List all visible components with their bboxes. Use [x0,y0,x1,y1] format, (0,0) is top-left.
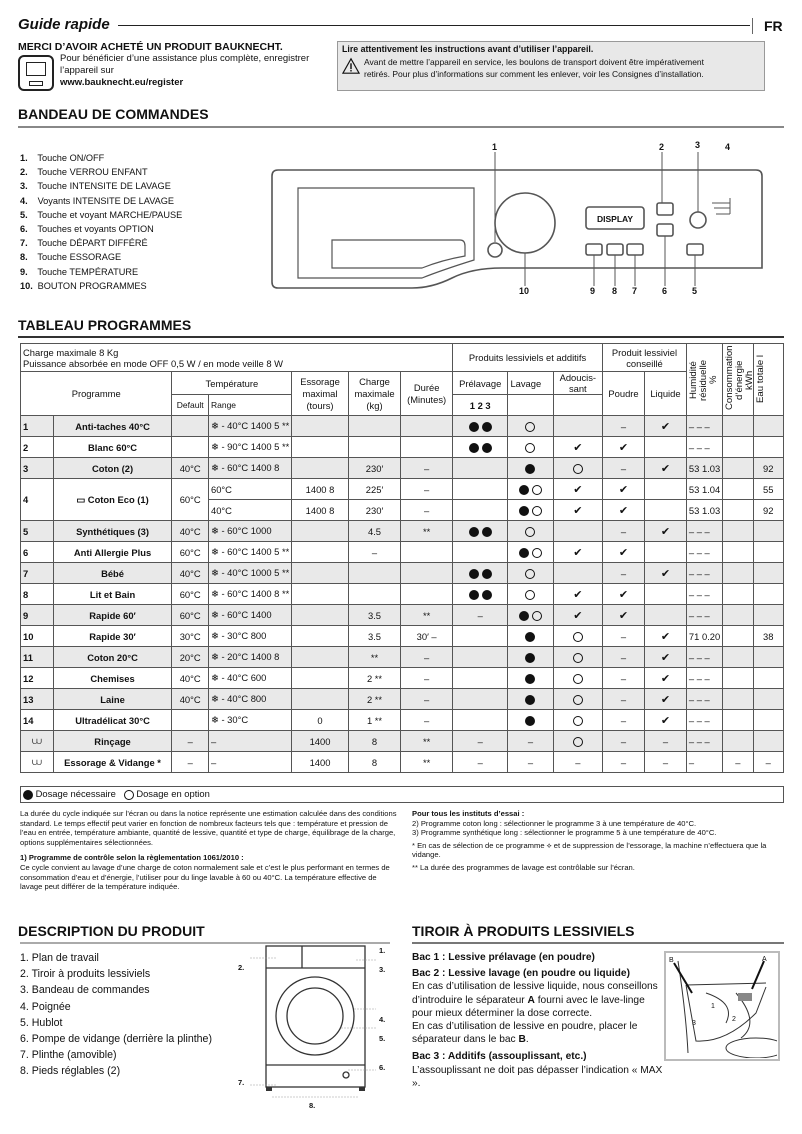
table-row: 1 Anti-taches 40°C ❄ - 40°C 1400 5 ** – ✔ – – – [21,416,784,437]
dosage-required-icon [482,590,492,600]
dosage-optional-icon [573,737,583,747]
dosage-required-icon [519,548,529,558]
svg-text:8: 8 [612,286,618,296]
svg-text:4.: 4. [379,1015,386,1024]
eco-label-icon: ▭ [76,493,86,505]
section-rule [20,942,390,944]
regulation-text: Ce cycle convient au lavage d’une charge de coton normalement sale et c’est le plus performant en termes de consommation d’eau et d’énergie, l’utiliser pour du linge lavable à 60 ou 40°C. La température effective de lavage peut différer de la température indiquée. [20,862,390,892]
drawer-illustration [664,951,780,1061]
dosage-required-icon [469,527,479,537]
svg-text:6.: 6. [379,1063,386,1072]
svg-text:3.: 3. [379,965,386,974]
svg-text:8.: 8. [309,1101,316,1110]
dosage-required-icon [482,443,492,453]
controls-item: 9. Touche TEMPÉRATURE [20,266,139,277]
dosage-optional-icon [573,632,583,642]
dosage-optional-icon [532,611,542,621]
check-icon: ✔ [573,588,583,601]
duration-note: La durée du cycle indiquée sur l’écran ou dans la notice représente une estimation calculée dans des conditions standard. Le temps effectif peut varier en fonction de nombreux facteurs tels que : température et pression de l’eau en entrée, température ambiante, quantité de lessive, quantité et type de charge, équilibrage de la charge, options supplémentaires sélectionnées. [20,809,397,847]
description-item: 1. Plan de travail [20,952,99,964]
table-row: ⩊ Rinçage – – 1400 8 ** – – – – – – – [21,731,784,752]
check-icon: ✔ [660,651,671,664]
check-icon: ✔ [573,504,583,517]
header-default: Default [172,395,209,416]
table-legend [20,786,784,803]
svg-text:1.: 1. [379,946,386,955]
svg-text:2: 2 [659,142,665,152]
dosage-optional-icon [532,506,542,516]
dosage-required-icon [482,569,492,579]
header-lavage: Lavage [508,372,553,395]
header-charge: Charge maximale (kg) [348,372,401,416]
warning-icon [342,57,360,75]
rinse-icon: ⩊ [21,731,54,752]
notice-heading: Lire attentivement les instructions avant d’utiliser l’appareil. [342,44,594,54]
computer-icon [18,55,54,91]
header-programme: Programme [21,372,172,416]
svg-text:A: A [762,956,767,963]
description-item: 8. Pieds réglables (2) [20,1065,121,1078]
table-row: 7 Bébé 40°C ❄ - 40°C 1000 5 ** – ✔ – – – [21,563,784,584]
dosage-required-icon [482,527,492,537]
language-code: FR [764,18,783,34]
dosage-optional-icon [573,716,583,726]
controls-list [20,151,182,293]
dosage-required-icon [525,716,535,726]
svg-text:9: 9 [590,286,596,296]
bac2-powder-text: En cas d’utilisation de lessive en poudre, placer le séparateur dans le bac B. [412,1021,638,1046]
check-icon: ✔ [618,504,629,517]
table-row: 5 Synthétiques (3) 40°C ❄ - 60°C 1000 4.5 ** – ✔ – – – [21,521,784,542]
description-title: DESCRIPTION DU PRODUIT [18,923,205,939]
svg-text:4: 4 [725,142,731,152]
legend-required: Dosage nécessaire [35,788,116,799]
table-row: 8 Lit et Bain 60°C ❄ - 60°C 1400 8 ** ✔ ✔ – – – [21,584,784,605]
washing-machine-diagram [236,945,396,1115]
dosage-optional-icon [573,464,583,474]
check-icon: ✔ [573,441,583,454]
check-icon: ✔ [573,546,583,559]
spin-drain-icon: ⩊ [21,752,54,773]
controls-item: 2. Touche VERROU ENFANT [20,167,148,178]
controls-item: 4. Voyants INTENSITE DE LAVAGE [20,195,175,206]
description-item: 4. Poignée [20,1000,71,1013]
dosage-required-icon [525,674,535,684]
description-item: 2. Tiroir à produits lessiviels [20,968,151,981]
double-star-note: ** La durée des programmes de lavage est contrôlable sur l’écran. [412,862,635,872]
section-rule [412,942,784,944]
table-row: 6 Anti Allergie Plus 60°C ❄ - 60°C 1400 5 ** – ✔ ✔ – – – [21,542,784,563]
footnotes-left [20,809,400,892]
dosage-required-icon [525,632,535,642]
footnotes-right [412,809,792,873]
controls-item: 1. Touche ON/OFF [20,153,105,163]
check-icon: ✔ [618,609,629,622]
check-icon: ✔ [573,609,583,622]
dosage-optional-icon [573,695,583,705]
table-row: 14 Ultradélicat 30°C ❄ - 30°C 0 1 ** – – ✔ – – – [21,710,784,731]
svg-text:B: B [669,957,674,964]
notice-line1: Avant de mettre l’appareil en service, les boulons de transport doivent être impérativement [364,57,705,67]
dosage-optional-icon [525,422,535,432]
dosage-required-icon [482,422,492,432]
svg-text:7.: 7. [238,1078,245,1087]
bac1-heading: Bac 1 : Lessive prélavage (en poudre) [412,952,595,963]
table-title: TABLEAU PROGRAMMES [18,317,192,333]
dosage-required-icon [469,422,479,432]
check-icon: ✔ [660,420,671,433]
register-heading: MERCI D’AVOIR ACHETÉ UN PRODUIT BAUKNECHT. [18,41,283,53]
table-row: 4 ▭ Coton Eco (1) 60°C 60°C 1400 8 225′ – ✔ ✔ 53 1.04 55 [21,479,784,500]
check-icon: ✔ [660,714,671,727]
controls-item: 8. Touche ESSORAGE [20,252,122,263]
header-energie: Consommation d’énergie kWh [724,344,756,410]
title-rule [118,25,750,26]
table-row: 3 Coton (2) 40°C ❄ - 60°C 1400 8 230′ – – ✔ 53 1.03 92 [21,458,784,479]
display-label: DISPLAY [597,214,634,224]
star-note: * En cas de sélection de ce programme ⟡ et de suppression de l’essorage, la machine n’effectuera que la vidange. [412,840,767,860]
controls-item: 3. Touche INTENSITE DE LAVAGE [20,181,171,192]
header-essorage: Essorage maximal (tours) [292,372,348,416]
header-adoucissant: Adoucis-sant [553,372,603,395]
section-rule [18,126,784,128]
svg-text:5: 5 [692,286,698,296]
dosage-required-icon [469,590,479,600]
check-icon: ✔ [618,483,629,496]
controls-item: 10. BOUTON PROGRAMMES [20,280,147,291]
bac3-text: L’assouplissant ne doit pas dépasser l’indication « MAX ». [412,1064,663,1089]
notice-line2: retirés. Pour plus d’informations sur comment les enlever, voir les Consignes d’installation. [364,68,704,79]
table-row: ⩊ Essorage & Vidange * – – 1400 8 ** – – – – – – – – [21,752,784,773]
description-item: 3. Bandeau de commandes [20,984,150,997]
check-icon: ✔ [618,588,629,601]
bac3-heading: Bac 3 : Additifs (assouplissant, etc.) [412,1051,587,1063]
table-row: 12 Chemises 40°C ❄ - 40°C 600 2 ** – – ✔ – – – [21,668,784,689]
check-icon: ✔ [660,462,671,475]
controls-item: 5. Touche et voyant MARCHE/PAUSE [20,209,183,220]
dosage-required-icon [23,790,33,800]
section-rule [18,336,784,338]
table-row: 40°C 1400 8 230′ – ✔ ✔ 53 1.03 92 [21,500,784,521]
institutes-note-3: 3) Programme synthétique long : sélectionner le programme 5 à une température de 40°C. [412,828,717,838]
dosage-required-icon [525,464,535,474]
check-icon: ✔ [660,693,671,706]
table-info-load: Charge maximale 8 Kg [23,346,119,358]
drawer-title: TIROIR À PRODUITS LESSIVIELS [412,923,635,939]
description-item: 5. Hublot [20,1016,63,1029]
controls-item: 6. Touches et voyants OPTION [20,224,154,235]
register-text [60,53,309,89]
header-humidite: Humidité résiduelle % [687,358,719,401]
check-icon: ✔ [660,630,671,643]
dosage-required-icon [469,569,479,579]
description-list [20,950,212,1080]
dosage-optional-icon [573,674,583,684]
svg-text:6: 6 [662,286,668,296]
svg-text:7: 7 [632,286,638,296]
header-poudre: Poudre [603,372,645,416]
svg-text:2.: 2. [238,963,245,972]
header-eau: Eau totale l [754,355,766,404]
dosage-required-icon [525,695,535,705]
svg-text:5.: 5. [379,1034,386,1043]
dosage-optional-icon [532,548,542,558]
table-row: 9 Rapide 60′ 60°C ❄ - 60°C 1400 3.5 ** – ✔ ✔ – – – [21,605,784,626]
dosage-optional-icon [525,590,535,600]
controls-title: BANDEAU DE COMMANDES [18,106,209,122]
description-item: 7. Plinthe (amovible) [20,1049,117,1062]
programs-table [20,343,784,773]
dosage-optional-icon [525,569,535,579]
legend-optional: Dosage en option [136,788,210,799]
dosage-optional-icon [525,443,535,453]
dosage-optional-icon [532,485,542,495]
table-row: 10 Rapide 30′ 30°C ❄ - 30°C 800 3.5 30′ – – ✔ 71 0.20 38 [21,626,784,647]
header-duree: Durée (Minutes) [401,372,453,416]
institutes-heading: Pour tous les instituts d’essai : [412,809,525,818]
svg-text:1: 1 [711,1003,715,1010]
check-icon: ✔ [660,672,671,685]
svg-text:3: 3 [695,140,701,150]
bac2-text: En cas d’utilisation de lessive liquide, nous conseillons d’introduire le séparateur A fourni avec le lave-linge pour mieux déterminer la dose correcte. [412,981,658,1019]
register-line1: Pour bénéficier d’une assistance plus complète, enregistrer [60,53,310,64]
table-row: 2 Blanc 60°C ❄ - 90°C 1400 5 ** ✔ ✔ – – – [21,437,784,458]
regulation-heading: 1) Programme de contrôle selon la règlementation 1061/2010 : [20,853,244,863]
svg-text:3: 3 [692,1020,696,1027]
bac2-heading: Bac 2 : Lessive lavage (en poudre ou liquide) [412,968,630,980]
table-row: 13 Laine 40°C ❄ - 40°C 800 2 ** – – ✔ – – – [21,689,784,710]
header-prelavage: Prélavage [452,372,507,395]
dosage-required-icon [525,653,535,663]
header-temperature: Température [172,372,292,395]
control-panel-diagram [262,138,802,298]
dosage-required-icon [519,506,529,516]
dosage-optional-icon [124,790,134,800]
table-row: 11 Coton 20°C 20°C ❄ - 20°C 1400 8 ** – – ✔ – – – [21,647,784,668]
header-bacs: 1 2 3 [452,395,507,416]
check-icon: ✔ [618,546,629,559]
drawer-text [412,951,664,1090]
register-line2: l’appareil sur [60,65,114,76]
svg-text:1: 1 [492,142,498,152]
check-icon: ✔ [573,483,583,496]
check-icon: ✔ [660,567,671,580]
dosage-required-icon [519,485,529,495]
page-title: Guide rapide [18,16,110,33]
header-range: Range [208,395,291,416]
dosage-required-icon [519,611,529,621]
check-icon: ✔ [618,441,629,454]
svg-text:10: 10 [519,286,530,296]
svg-text:2: 2 [732,1016,736,1023]
header-conseille: Produit lessiviel conseillé [603,344,687,372]
description-item: 6. Pompe de vidange (derrière la plinthe) [20,1033,212,1046]
dosage-required-icon [469,443,479,453]
institutes-note-2: 2) Programme coton long : sélectionner le programme 3 à une température de 40°C. [412,818,697,828]
dosage-optional-icon [525,527,535,537]
safety-notice [337,41,765,91]
check-icon: ✔ [660,525,671,538]
controls-item: 7. Touche DÉPART DIFFÉRÉ [20,238,148,249]
register-link[interactable]: www.bauknecht.eu/register [60,77,184,88]
dosage-optional-icon [573,653,583,663]
table-info-power: Puissance absorbée en mode OFF 0,5 W / en mode veille 8 W [23,357,284,369]
header-liquide: Liquide [644,372,686,416]
title-tick [752,18,753,34]
header-produits: Produits lessiviels et additifs [452,344,602,372]
